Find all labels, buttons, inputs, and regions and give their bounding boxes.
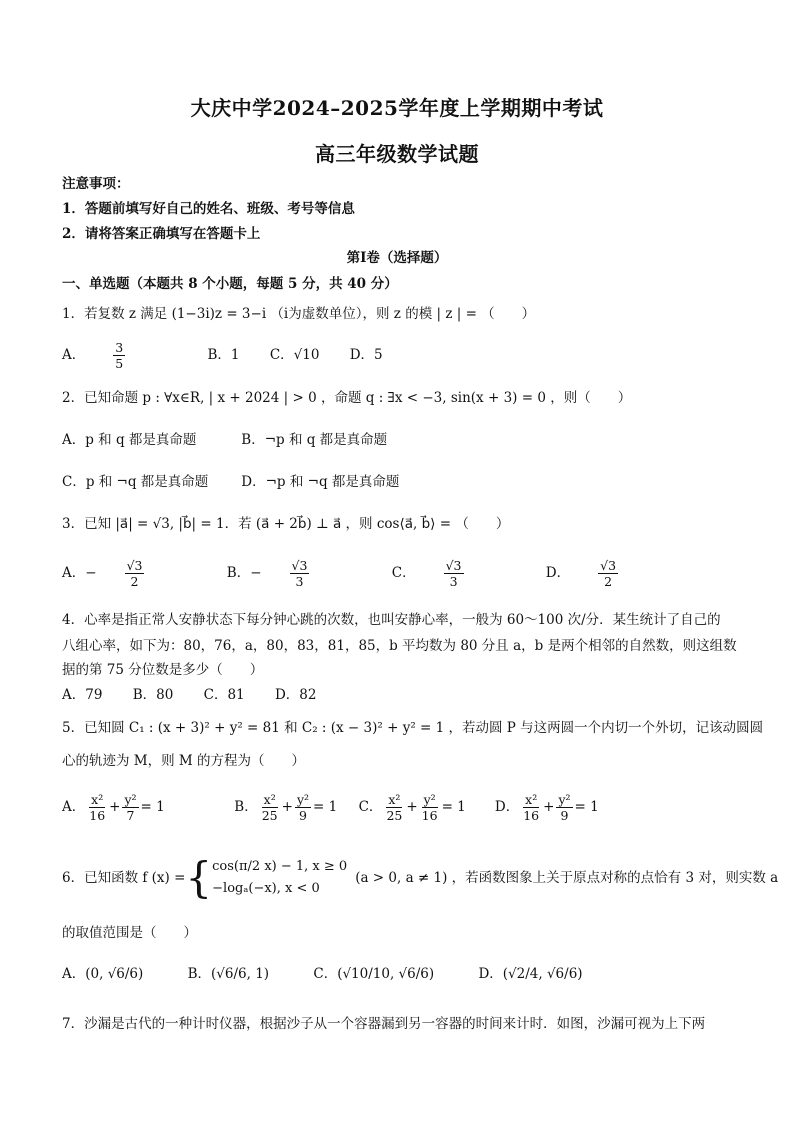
option-d: D．¬p 和 ¬q 都是真命题 (241, 474, 400, 490)
option-label: C． (391, 565, 416, 581)
option-a (62, 340, 177, 371)
option-label: A． (62, 799, 86, 815)
question-2-stem: 2．已知命题 p : ∀x∈R, | x + 2024 | > 0 ，命题 q : ∃x < −3, sin(x + 3) = 0 ，则（ ） (62, 390, 632, 406)
exam-subtitle: 高三年级数学试题 (315, 142, 479, 166)
question-6-stem (62, 848, 779, 908)
option-c: C． $\frac{\text{x²}}{25}$ + $\frac{\text{y²}}{16}$ = 1 (358, 792, 466, 823)
question-4-stem: 八组心率，如下为：80，76，a，80，83，81，85，b 平均数为 80 分且 a，b 是两个相邻的自然数，则这组数 (62, 638, 737, 654)
piece-2: −logₐ(−x), x < 0 (212, 881, 320, 896)
fraction (260, 792, 280, 823)
option-d (545, 558, 670, 589)
stem-prefix: 6．已知函数 f (x) = (62, 870, 186, 886)
numerator: y² (296, 792, 310, 807)
option-a: A．(0, √6/6) (62, 966, 144, 982)
option-b: B．¬p 和 q 都是真命题 (241, 432, 388, 448)
denominator: 7 (126, 808, 135, 823)
fraction (290, 558, 336, 589)
fraction (556, 792, 572, 823)
option-d: D．(√2/4, √6/6) (478, 966, 583, 982)
fraction (122, 792, 138, 823)
denominator: 16 (421, 808, 438, 823)
option-b: B．(√6/6, 1) (187, 966, 270, 982)
option-c: C．√10 (269, 347, 320, 363)
option-a: A． $\frac{\text{x²}}{16}$ + $\frac{\text{y²}}{7}$ = 1 (62, 792, 165, 823)
denominator: 16 (523, 808, 540, 823)
option-c: C．(√10/10, √6/6) (313, 966, 435, 982)
fraction (384, 792, 404, 823)
part-title: 一、单选题（本题共 8 个小题，每题 5 分，共 40 分） (62, 276, 398, 292)
notes-item: 2．请将答案正确填写在答题卡上 (62, 226, 261, 242)
option-b: B． $\frac{\text{x²}}{25}$ + $\frac{\text{y²}}{9}$ = 1 (234, 792, 338, 823)
denominator: 5 (115, 356, 124, 371)
numerator: √3 (445, 558, 462, 573)
numerator: x² (525, 792, 538, 807)
option-label: D． (545, 565, 571, 581)
option-label: D． (494, 799, 520, 815)
option-label: B．− (226, 565, 262, 581)
question-3-options (62, 558, 739, 589)
numerator: √3 (600, 558, 617, 573)
fraction (444, 558, 490, 589)
option-label: A． (62, 347, 86, 363)
volume-heading: 第Ⅰ卷（选择题） (346, 250, 448, 266)
numerator: 3 (115, 340, 124, 355)
fraction (420, 792, 440, 823)
denominator: 2 (130, 574, 139, 589)
question-6-options (62, 964, 739, 984)
fraction (295, 792, 311, 823)
piece-1: cos(π/2 x) − 1, x ≥ 0 (212, 859, 348, 874)
equation-rhs: = 1 (441, 799, 466, 815)
question-2-options-row2 (62, 472, 739, 492)
denominator: 9 (560, 808, 569, 823)
denominator: 3 (449, 574, 458, 589)
option-d: D．82 (274, 687, 317, 703)
stem-suffix: (a > 0, a ≠ 1) ，若函数图象上关于原点对称的点恰有 3 对，则实数 a (355, 870, 779, 886)
fraction (113, 340, 151, 371)
question-4-stem: 据的第 75 分位数是多少（ ） (62, 662, 264, 678)
notes-item: 1．答题前填写好自己的姓名、班级、考号等信息 (62, 201, 355, 217)
option-b: B．80 (132, 687, 174, 703)
denominator: 3 (295, 574, 304, 589)
equation-rhs: = 1 (140, 799, 165, 815)
denominator: 25 (261, 808, 278, 823)
numerator: x² (263, 792, 276, 807)
option-label: A．− (62, 565, 97, 581)
equation-rhs: = 1 (313, 799, 338, 815)
option-c (391, 558, 516, 589)
option-d: D． $\frac{\text{x²}}{16}$ + $\frac{\text{y²}}{9}$ = 1 (494, 792, 599, 823)
option-a: A．p 和 q 都是真命题 (62, 432, 197, 448)
numerator: y² (558, 792, 571, 807)
denominator: 25 (386, 808, 403, 823)
fraction (125, 558, 171, 589)
fraction (598, 558, 644, 589)
question-3-stem: 3．已知 |a⃗| = √3, |b⃗| = 1．若 (a⃗ + 2b⃗) ⊥ a⃗ ，则 cos⟨a⃗, b⃗⟩ = （ ） (62, 516, 510, 532)
numerator: x² (91, 792, 104, 807)
question-5-stem: 心的轨迹为 M，则 M 的方程为（ ） (62, 753, 306, 769)
option-a (62, 558, 196, 589)
numerator: √3 (291, 558, 308, 573)
question-6-stem: 的取值范围是（ ） (62, 925, 197, 941)
notes-heading: 注意事项： (62, 176, 130, 192)
denominator: 9 (299, 808, 307, 823)
question-5-stem: 5．已知圆 C₁ : (x + 3)² + y² = 81 和 C₂ : (x − 3)² + y² = 1 ，若动圆 P 与这两圆一个内切一个外切，记该动圆圆 (62, 720, 764, 736)
equation-rhs: = 1 (574, 799, 599, 815)
option-a: A．79 (62, 687, 103, 703)
option-d: D．5 (349, 347, 383, 363)
exam-title: 大庆中学2024–2025学年度上学期期中考试 (190, 96, 604, 120)
option-label: C． (358, 799, 383, 815)
numerator: y² (124, 792, 137, 807)
question-4-stem: 4．心率是指正常人安静状态下每分钟心跳的次数，也叫安静心率，一般为 60～100 次/分．某生统计了自己的 (62, 612, 721, 628)
denominator: 16 (89, 808, 106, 823)
question-1-options (62, 340, 739, 371)
numerator: x² (388, 792, 401, 807)
fraction (87, 792, 107, 823)
option-b: B．1 (207, 347, 240, 363)
numerator: y² (423, 792, 436, 807)
brace-symbol: { (185, 853, 213, 902)
piecewise-definition (212, 856, 347, 900)
question-7-stem: 7．沙漏是古代的一种计时仪器，根据沙子从一个容器漏到另一容器的时间来计时．如图，沙漏可视为上下两 (62, 1016, 706, 1032)
question-4-options (62, 685, 739, 705)
option-c: C．81 (203, 687, 245, 703)
numerator: √3 (126, 558, 143, 573)
option-b (226, 558, 362, 589)
option-c: C．p 和 ¬q 都是真命题 (62, 474, 209, 490)
fraction (521, 792, 541, 823)
question-2-options-row1 (62, 430, 739, 450)
question-5-options (62, 792, 739, 823)
denominator: 2 (604, 574, 613, 589)
question-1-stem: 1．若复数 z 满足 (1−3i)z = 3−i （i为虚数单位），则 z 的模 | z | = （ ） (62, 306, 536, 322)
option-label: B． (234, 799, 258, 815)
